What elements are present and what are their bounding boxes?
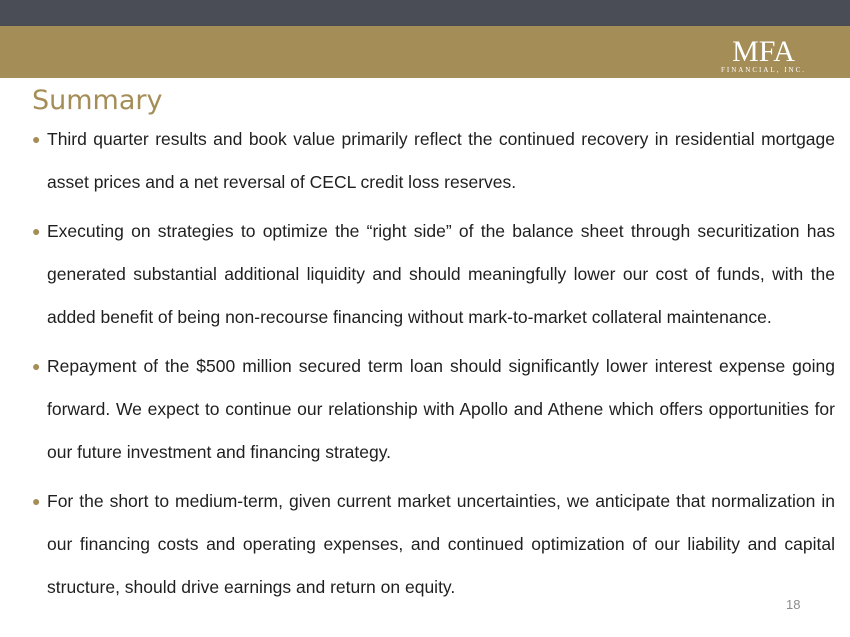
bullet-item (32, 480, 835, 609)
page-title: Summary (32, 85, 163, 116)
bullet-text: Repayment of the $500 million secured term loan should significantly lower interest expense going forward. We expect to continue our relationship with Apollo and Athene which offers opportunities for our future investment and financing strategy. (47, 356, 835, 462)
bullet-item (32, 345, 835, 474)
company-logo (720, 35, 806, 74)
bullet-item (32, 210, 835, 339)
bullet-text: For the short to medium-term, given current market uncertainties, we anticipate that normalization in our financing costs and operating expenses, and continued optimization of our liability and capital structure, should drive earnings and return on equity. (47, 491, 835, 597)
bullet-text: Third quarter results and book value primarily reflect the continued recovery in residential mortgage asset prices and a net reversal of CECL credit loss reserves. (47, 129, 835, 192)
bullet-dot-icon: ● (32, 131, 41, 147)
top-bar (0, 0, 850, 26)
summary-bullet-list (32, 118, 835, 615)
logo-subtitle: FINANCIAL, INC. (720, 66, 806, 74)
bullet-dot-icon: ● (32, 223, 41, 239)
logo-wordmark: MFA (732, 35, 795, 68)
bullet-item (32, 118, 835, 204)
bullet-dot-icon: ● (32, 358, 41, 374)
page-number: 18 (786, 597, 801, 612)
bullet-text: Executing on strategies to optimize the “right side” of the balance sheet through securitization has generated substantial additional liquidity and should meaningfully lower our cost of funds, with the added benefit of being non-recourse financing without mark-to-market collateral maintenance. (47, 221, 835, 327)
bullet-dot-icon: ● (32, 493, 41, 509)
